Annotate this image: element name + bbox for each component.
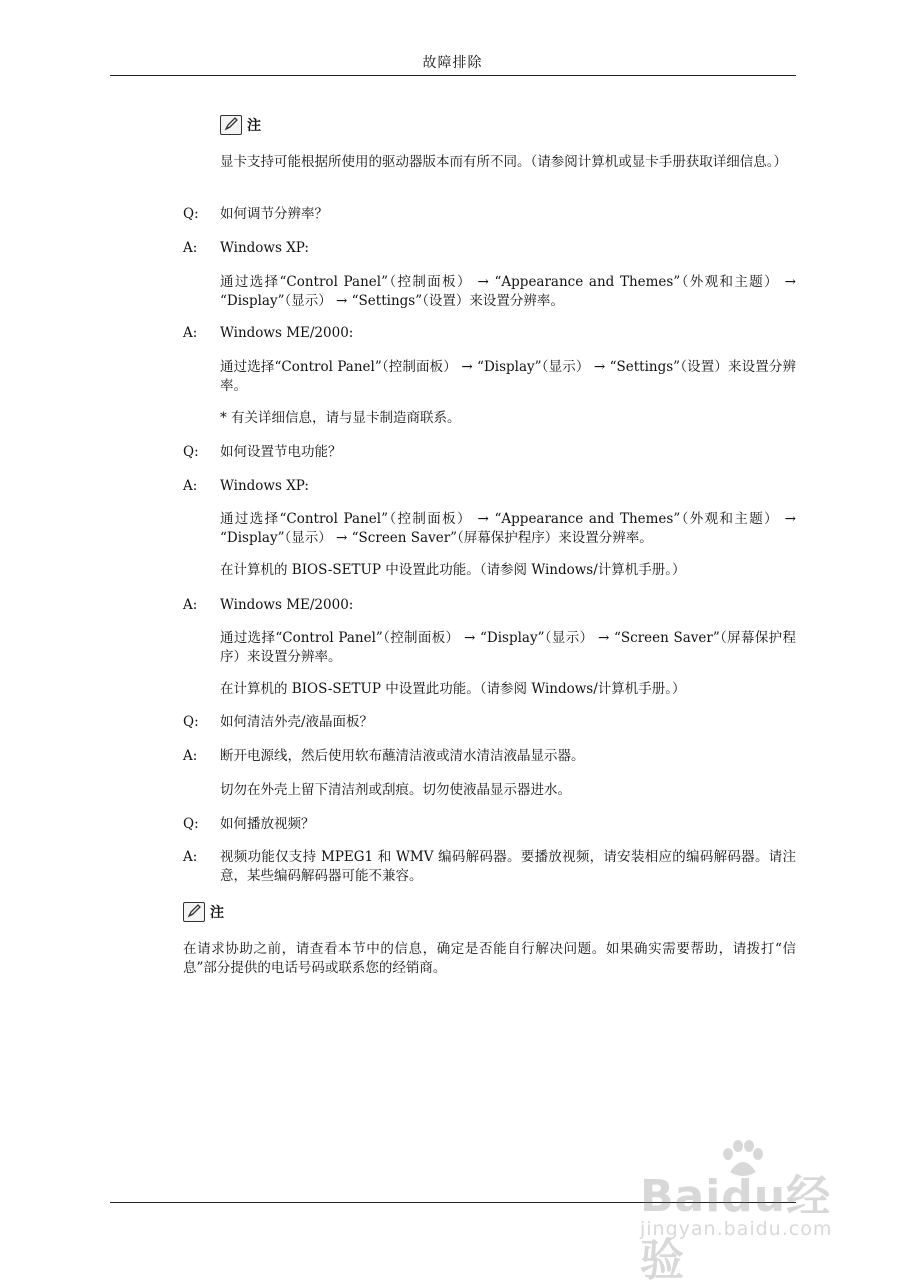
a-label: A: (183, 748, 198, 764)
answer-detail: 视频功能仅支持 MPEG1 和 WMV 编码解码器。要播放视频，请安装相应的编码解码器。请注意，某些编码解码器可能不兼容。 (220, 849, 796, 884)
a-label: A: (183, 478, 198, 494)
a-label: A: (183, 325, 198, 341)
answer-heading: Windows ME/2000: (220, 325, 354, 341)
a-label: A: (183, 849, 198, 865)
q-label: Q: (183, 444, 199, 460)
answer-detail: 通过选择“Control Panel”（控制面板） → “Display”（显示） → “Settings”（设置）来设置分辨率。 (220, 359, 796, 394)
page-header-title: 故障排除 (422, 55, 483, 71)
question-text: 如何设置节电功能？ (220, 444, 342, 460)
note-pencil-icon (183, 902, 205, 922)
watermark-url: jingyan.baidu.com (640, 1218, 833, 1240)
note-label: 注 (210, 905, 224, 921)
header-rule (110, 75, 796, 76)
q-label: Q: (183, 714, 199, 730)
note-label: 注 (247, 118, 261, 134)
answer-heading: 断开电源线，然后使用软布蘸清洁液或清水清洁液晶显示器。 (220, 748, 585, 764)
answer-heading: Windows XP: (220, 478, 309, 494)
question-text: 如何调节分辨率？ (220, 206, 328, 222)
q-label: Q: (183, 816, 199, 832)
answer-extra: * 有关详细信息，请与显卡制造商联系。 (220, 410, 461, 426)
answer-extra: 在计算机的 BIOS-SETUP 中设置此功能。（请参阅 Windows/计算机手册。） (220, 562, 686, 578)
answer-heading: Windows XP: (220, 240, 309, 256)
answer-detail: 通过选择“Control Panel”（控制面板） → “Appearance and Themes”（外观和主题） → “Display”（显示） → “Screen Saver”（屏幕保护程序）来设置分辨率。 (220, 511, 796, 546)
question-text: 如何清洁外壳/液晶面板？ (220, 714, 374, 730)
q-label: Q: (183, 206, 199, 222)
answer-extra: 在计算机的 BIOS-SETUP 中设置此功能。（请参阅 Windows/计算机手册。） (220, 681, 686, 697)
note-text: 显卡支持可能根据所使用的驱动器版本而有所不同。（请参阅计算机或显卡手册获取详细信息。） (220, 154, 787, 170)
a-label: A: (183, 240, 198, 256)
question-text: 如何播放视频？ (220, 816, 315, 832)
answer-detail: 通过选择“Control Panel”（控制面板） → “Display”（显示） → “Screen Saver”（屏幕保护程序）来设置分辨率。 (220, 630, 796, 665)
note-pencil-icon (220, 115, 242, 135)
note-heading (220, 115, 261, 135)
baidu-watermark (640, 1140, 860, 1286)
note-heading (183, 902, 224, 922)
answer-detail: 通过选择“Control Panel”（控制面板） → “Appearance and Themes”（外观和主题） → “Display”（显示） → “Settings”（设置）来设置分辨率。 (220, 274, 796, 309)
note-text: 在请求协助之前，请查看本节中的信息，确定是否能自行解决问题。如果确实需要帮助，请拨打“信息”部分提供的电话号码或联系您的经销商。 (183, 941, 796, 976)
watermark-logo: Baidu经验 (640, 1171, 832, 1286)
answer-heading: Windows ME/2000: (220, 597, 354, 613)
answer-extra: 切勿在外壳上留下清洁剂或刮痕。切勿使液晶显示器进水。 (220, 782, 571, 798)
a-label: A: (183, 597, 198, 613)
